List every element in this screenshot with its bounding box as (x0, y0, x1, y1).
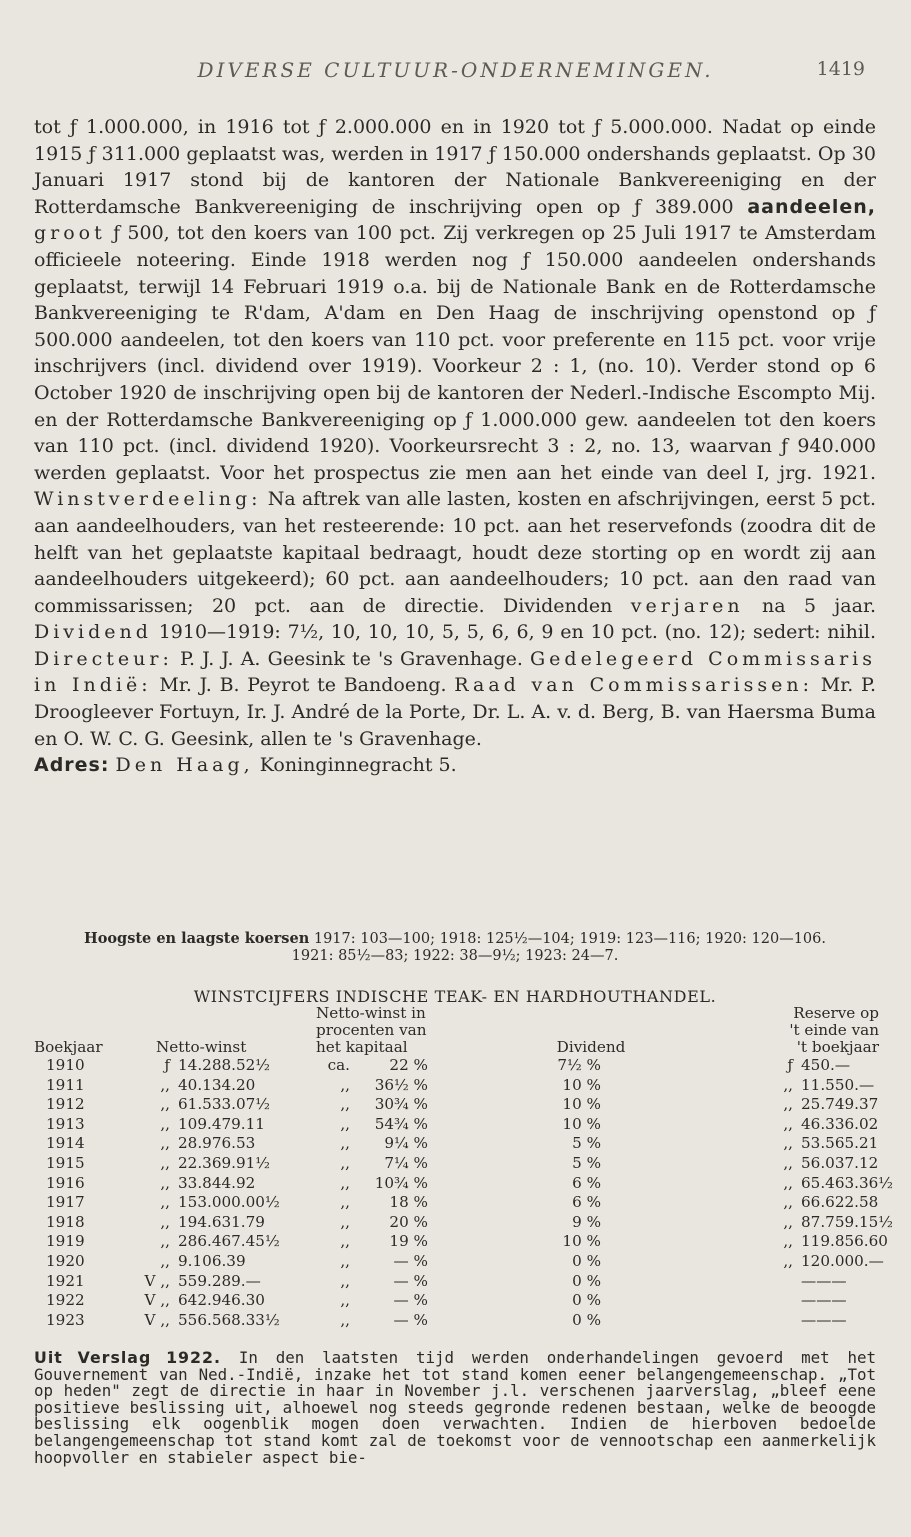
cell-dividend-value: 0 % (572, 1310, 601, 1329)
cell-pct (316, 1174, 506, 1194)
cell-year: 1910 (46, 1056, 85, 1074)
cell-pct-prefix: ,, (340, 1271, 350, 1290)
table-row (34, 1115, 879, 1135)
main-paragraph (34, 114, 876, 752)
cell-dividend (506, 1174, 676, 1194)
cell-winst (136, 1134, 316, 1154)
cell-pct-prefix: ,, (340, 1173, 350, 1192)
cell-winst (136, 1213, 316, 1233)
quotes-line-1 (34, 930, 876, 948)
header-pct-line: procenten van (316, 1021, 427, 1039)
cell-winst-value: 28.976.53 (178, 1134, 256, 1153)
cell-year: 1915 (46, 1153, 85, 1172)
header-pct-line: Netto-winst in (316, 1004, 426, 1022)
cell-dividend-value: 9 % (572, 1212, 601, 1231)
cell-pct-prefix: ,, (340, 1310, 350, 1329)
cell-winst-prefix: V ,, (144, 1291, 170, 1310)
cell-winst-value: 40.134.20 (178, 1075, 256, 1094)
page-number: 1419 (816, 58, 865, 80)
cell-pct-value: — % (393, 1271, 428, 1290)
cell-reserve-prefix: ,, (783, 1134, 793, 1153)
cell-dividend (506, 1134, 676, 1154)
cell-pct-value: 10¾ % (374, 1173, 428, 1192)
gedelegeerd-label: Gedelegeerd Commissaris in Indië: (34, 647, 876, 697)
cell-reserve-value: 87.759.15½ (801, 1212, 894, 1231)
cell-year: 1911 (46, 1075, 85, 1094)
cell-dividend-value: 0 % (572, 1271, 601, 1290)
cell-dividend-value: 6 % (572, 1193, 601, 1212)
cell-winst (136, 1174, 316, 1194)
cell-pct-value: 30¾ % (374, 1095, 428, 1114)
cell-reserve-value: 120.000.— (801, 1251, 884, 1270)
cell-dividend-value: 5 % (572, 1153, 601, 1172)
cell-winst-prefix: ,, (160, 1114, 170, 1133)
header-reserve (676, 1005, 879, 1056)
cell-reserve-value: 119.856.60 (801, 1232, 888, 1251)
cell-reserve-value: ——— (801, 1271, 847, 1290)
verjaren-label: verjaren (630, 594, 744, 617)
cell-pct (316, 1252, 506, 1272)
cell-winst-value: 642.946.30 (178, 1291, 265, 1310)
cell-pct-prefix: ,, (340, 1212, 350, 1231)
running-head (0, 58, 911, 88)
adres-street: Koninginnegracht 5. (253, 754, 457, 777)
table-row (34, 1056, 879, 1076)
header-year: Boekjaar (34, 1038, 103, 1056)
report-text: In den laatsten tijd werden onderhandelingen gevoerd met het Gouvernement van Ned.-Indië, inzake het tot stand komen eener belangengemeenschap. „Tot op heden" zegt de directie in haar in November j.l. verschenen jaarverslag, „bleef eene positieve beslissing uit, alhoewel nog steeds gegronde redenen bestaan, welke de beoogde beslissing elk oogenblik mogen doen verwachten. Indien de hierboven bedoelde belangengemeenschap tot stand komt zal de toekomst voor de vennootschap een aanmerkelijk hoopvoller en stabieler aspect bie- (34, 1348, 876, 1467)
cell-winst-prefix: ,, (160, 1095, 170, 1114)
text-segment: 1910—1919: 7½, 10, 10, 10, 5, 5, 6, 6, 9 en 10 pct. (no. 12); sedert: nihil. (151, 621, 876, 644)
cell-reserve-value: 56.037.12 (801, 1153, 879, 1172)
report-paragraph (34, 1350, 876, 1466)
cell-dividend (506, 1056, 676, 1076)
cell-year: 1916 (46, 1173, 85, 1192)
table-row (34, 1095, 879, 1115)
cell-winst (136, 1232, 316, 1252)
cell-winst-value: 22.369.91½ (178, 1153, 271, 1172)
cell-pct (316, 1193, 506, 1213)
cell-pct-value: 20 % (389, 1212, 428, 1231)
cell-reserve (676, 1173, 894, 1194)
cell-winst (136, 1252, 316, 1272)
cell-dividend (506, 1154, 676, 1174)
cell-pct-value: 54¾ % (374, 1114, 428, 1133)
cell-pct (316, 1115, 506, 1135)
cell-winst (136, 1193, 316, 1213)
cell-pct-prefix: ,, (340, 1134, 350, 1153)
cell-reserve (676, 1212, 894, 1233)
table-title: WINSTCIJFERS INDISCHE TEAK- EN HARDHOUTHANDEL. (193, 987, 717, 1006)
cell-dividend (506, 1272, 676, 1292)
cell-reserve-value: 11.550.— (801, 1075, 875, 1094)
quotes-line-2: 1921: 85½—83; 1922: 38—9½; 1923: 24—7. (291, 948, 619, 964)
directeur-label: Directeur: (34, 647, 173, 670)
cell-year: 1922 (46, 1291, 85, 1310)
aandeelen-label: aandeelen, (747, 195, 876, 218)
cell-reserve (676, 1291, 879, 1311)
cell-winst (136, 1095, 316, 1115)
header-res-line: 't boekjaar (796, 1038, 879, 1056)
cell-winst-prefix: ,, (160, 1212, 170, 1231)
cell-dividend (506, 1095, 676, 1115)
cell-dividend (506, 1252, 676, 1272)
cell-reserve (676, 1056, 879, 1076)
cell-pct-prefix: ,, (340, 1095, 350, 1114)
table-row (34, 1213, 879, 1233)
cell-reserve-value: ——— (801, 1310, 847, 1329)
table-row (34, 1252, 879, 1272)
cell-reserve-prefix: ,, (783, 1251, 793, 1270)
cell-pct-prefix: ,, (340, 1075, 350, 1094)
cell-reserve (676, 1193, 879, 1213)
cell-pct (316, 1076, 506, 1096)
cell-winst-value: 33.844.92 (178, 1173, 256, 1192)
cell-winst (136, 1076, 316, 1096)
cell-reserve-prefix: ,, (783, 1212, 793, 1231)
table-row (34, 1193, 879, 1213)
cell-year: 1914 (46, 1134, 85, 1153)
cell-winst (136, 1291, 316, 1311)
cell-pct-value: 22 % (389, 1056, 428, 1074)
cell-dividend-value: 6 % (572, 1173, 601, 1192)
cell-reserve (676, 1272, 879, 1292)
cell-winst-prefix: ,, (160, 1075, 170, 1094)
cell-pct-prefix: ,, (340, 1251, 350, 1270)
cell-winst-value: 556.568.33½ (178, 1310, 280, 1329)
cell-pct-value: 18 % (389, 1193, 428, 1212)
cell-year: 1921 (46, 1271, 85, 1290)
cell-reserve-value: 66.622.58 (801, 1193, 879, 1212)
table-row (34, 1134, 879, 1154)
cell-reserve (676, 1154, 879, 1174)
cell-year: 1917 (46, 1193, 85, 1212)
text-segment: Mr. P. Droogleever Fortuyn, Ir. J. André de la Porte, Dr. L. A. v. d. Berg, B. van Haersma Buma en O. W. C. G. Geesink, allen te 's Gravenhage. (34, 674, 876, 750)
cell-dividend (506, 1193, 676, 1213)
cell-pct-prefix: ,, (340, 1193, 350, 1212)
price-quotes (34, 930, 876, 965)
cell-pct-value: 19 % (389, 1232, 428, 1251)
cell-pct (316, 1154, 506, 1174)
cell-year: 1912 (46, 1095, 85, 1114)
cell-year: 1918 (46, 1212, 85, 1231)
cell-reserve (676, 1232, 888, 1252)
cell-pct-prefix: ca. (327, 1056, 350, 1074)
header-res-line: 't einde van (789, 1021, 879, 1039)
cell-reserve-value: 46.336.02 (801, 1114, 879, 1133)
cell-winst (136, 1311, 316, 1331)
cell-reserve (676, 1251, 884, 1272)
dividend-label: Dividend (34, 621, 152, 644)
cell-pct-value: — % (393, 1310, 428, 1329)
cell-winst-prefix: ,, (160, 1193, 170, 1212)
cell-year: 1919 (46, 1232, 85, 1251)
cell-winst (136, 1115, 316, 1135)
cell-pct (316, 1272, 506, 1292)
cell-reserve-prefix: ,, (783, 1232, 793, 1251)
cell-reserve-prefix: ,, (783, 1173, 793, 1192)
cell-winst-prefix: V ,, (144, 1310, 170, 1329)
cell-reserve-value: ——— (801, 1291, 847, 1310)
cell-dividend (506, 1115, 676, 1135)
running-title: DIVERSE CULTUUR-ONDERNEMINGEN. (197, 58, 714, 82)
profit-table (34, 1004, 894, 1330)
cell-dividend (506, 1213, 676, 1233)
text-segment: Na aftrek van alle lasten, kosten en afschrijvingen, eerst 5 pct. aan aandeelhouders, van het resteerende: 10 pct. aan het reservefonds (zoodra dit de helft van het geplaatste kapitaal bedraagt, houdt deze storting op en wordt zij aan aandeelhouders uitgekeerd); 60 pct. aan aandeelhouders; 10 pct. aan den raad van commissarissen; 20 pct. aan de directie. Dividenden (34, 488, 876, 617)
cell-pct-prefix: ,, (340, 1232, 350, 1251)
text-segment: na 5 jaar. (743, 594, 876, 617)
cell-reserve-value: 65.463.36½ (801, 1173, 894, 1192)
quotes-label: Hoogste en laagste koersen (84, 930, 310, 947)
winstverdeeling-label: Winstverdeeling: (34, 488, 262, 511)
table-row (34, 1291, 879, 1311)
adres-city: Den Haag, (115, 754, 254, 777)
cell-winst-prefix: ,, (160, 1232, 170, 1251)
cell-dividend-value: 10 % (562, 1114, 601, 1133)
table-row (34, 1232, 879, 1252)
cell-winst (136, 1154, 316, 1174)
cell-dividend-value: 0 % (572, 1291, 601, 1310)
cell-reserve-value: 25.749.37 (801, 1095, 879, 1114)
address-line (34, 752, 876, 779)
cell-dividend (506, 1291, 676, 1311)
cell-winst-value: 286.467.45½ (178, 1232, 280, 1251)
cell-pct (316, 1232, 506, 1252)
table-header-row (34, 1005, 879, 1056)
cell-dividend-value: 0 % (572, 1251, 601, 1270)
cell-reserve (676, 1115, 879, 1135)
report-lead: Uit Verslag 1922. (34, 1348, 222, 1367)
cell-reserve (676, 1134, 879, 1154)
cell-winst-value: 61.533.07½ (178, 1095, 271, 1114)
cell-reserve-prefix: ,, (783, 1114, 793, 1133)
cell-pct-prefix: ,, (340, 1291, 350, 1310)
cell-pct-value: — % (393, 1291, 428, 1310)
cell-pct-value: 9¼ % (384, 1134, 428, 1153)
cell-dividend-value: 10 % (562, 1232, 601, 1251)
cell-reserve-prefix: ƒ (787, 1056, 793, 1074)
cell-winst (136, 1272, 316, 1292)
adres-label: Adres: (34, 754, 110, 777)
text-segment: P. J. J. A. Geesink te 's Gravenhage. (172, 647, 530, 670)
cell-pct-value: 7¼ % (384, 1153, 428, 1172)
cell-reserve-prefix: ,, (783, 1193, 793, 1212)
cell-reserve-value: 53.565.21 (801, 1134, 879, 1153)
table-row (34, 1272, 879, 1292)
cell-reserve-prefix: ,, (783, 1153, 793, 1172)
cell-pct (316, 1095, 506, 1115)
header-pct-line: het kapitaal (316, 1038, 408, 1056)
text-segment: tot ƒ 1.000.000, in 1916 tot ƒ 2.000.000 en in 1920 tot ƒ 5.000.000. Nadat op einde 1915 ƒ 311.000 geplaatst was, werden in 1917 ƒ 150.000 ondershands geplaatst. Op 30 Januari 1917 stond bij de kantoren der Nationale Bankvereeniging en der Rotterdamsche Bankvereeniging de inschrijving open op ƒ 389.000 (34, 116, 876, 218)
table-row (34, 1076, 879, 1096)
cell-dividend-value: 7½ % (557, 1056, 601, 1074)
cell-winst-prefix: ,, (160, 1173, 170, 1192)
cell-winst-prefix: ,, (160, 1251, 170, 1270)
cell-pct-value: — % (393, 1251, 428, 1270)
cell-dividend (506, 1232, 676, 1252)
cell-pct (316, 1134, 506, 1154)
cell-reserve-value: 450.— (801, 1056, 851, 1074)
cell-reserve-prefix: ,, (783, 1075, 793, 1094)
cell-year: 1920 (46, 1251, 85, 1270)
cell-pct-prefix: ,, (340, 1153, 350, 1172)
cell-dividend-value: 10 % (562, 1095, 601, 1114)
raad-label: Raad van Commissarissen: (454, 674, 814, 697)
cell-winst-prefix: V ,, (144, 1271, 170, 1290)
cell-dividend-value: 5 % (572, 1134, 601, 1153)
cell-dividend (506, 1311, 676, 1331)
cell-pct (316, 1311, 506, 1331)
cell-winst-prefix: ƒ (164, 1056, 170, 1074)
table-row (34, 1154, 879, 1174)
cell-pct (316, 1056, 506, 1076)
header-res-line: Reserve op (793, 1004, 879, 1022)
cell-pct-prefix: ,, (340, 1114, 350, 1133)
header-dividend: Dividend (556, 1038, 626, 1056)
cell-winst-value: 559.289.— (178, 1271, 261, 1290)
cell-winst-value: 109.479.11 (178, 1114, 265, 1133)
cell-dividend-value: 10 % (562, 1075, 601, 1094)
cell-year: 1923 (46, 1310, 85, 1329)
cell-pct (316, 1213, 506, 1233)
cell-winst-value: 14.288.52½ (178, 1056, 271, 1074)
cell-pct (316, 1291, 506, 1311)
cell-winst-value: 153.000.00½ (178, 1193, 280, 1212)
cell-winst (136, 1056, 316, 1076)
cell-reserve (676, 1095, 879, 1115)
cell-reserve-prefix: ,, (783, 1095, 793, 1114)
table-row (34, 1311, 879, 1331)
text-segment: Mr. J. B. Peyrot te Bandoeng. (151, 674, 455, 697)
body-text (34, 114, 876, 779)
cell-winst-prefix: ,, (160, 1134, 170, 1153)
cell-dividend (506, 1076, 676, 1096)
cell-pct-value: 36½ % (374, 1075, 428, 1094)
cell-winst-value: 194.631.79 (178, 1212, 265, 1231)
text-segment: ƒ 500, tot den koers van 100 pct. Zij verkregen op 25 Juli 1917 te Amsterdam officieele noteering. Einde 1918 werden nog ƒ 150.000 aandeelen ondershands geplaatst, terwijl 14 Februari 1919 o.a. bij de Nationale Bank en de Rotterdamsche Bankvereeniging te R'dam, A'dam en Den Haag de inschrijving openstond op ƒ 500.000 aandeelen, tot den koers van 110 pct. voor preferente en 115 pct. voor vrije inschrijvers (incl. dividend over 1919). Voorkeur 2 : 1, (no. 10). Verder stond op 6 October 1920 de inschrijving open bij de kantoren der Nederl.-Indische Escompto Mij. en der Rotterdamsche Bankvereeniging op ƒ 1.000.000 gew. aandeelen tot den koers van 110 pct. (incl. dividend 1920). Voorkeursrecht 3 : 2, no. 13, waarvan ƒ 940.000 werden geplaatst. Voor het prospectus zie men aan het einde van deel I, jrg. 1921. (34, 222, 876, 484)
cell-year: 1913 (46, 1114, 85, 1133)
cell-reserve (676, 1076, 879, 1096)
header-winst: Netto-winst (156, 1038, 247, 1056)
cell-winst-prefix: ,, (160, 1153, 170, 1172)
header-pct (316, 1005, 506, 1056)
quotes-values: 1917: 103—100; 1918: 125½—104; 1919: 123—116; 1920: 120—106. (309, 931, 826, 947)
table-row (34, 1174, 879, 1194)
cell-reserve (676, 1311, 879, 1331)
groot-label: groot (34, 222, 106, 245)
cell-winst-value: 9.106.39 (178, 1251, 246, 1270)
